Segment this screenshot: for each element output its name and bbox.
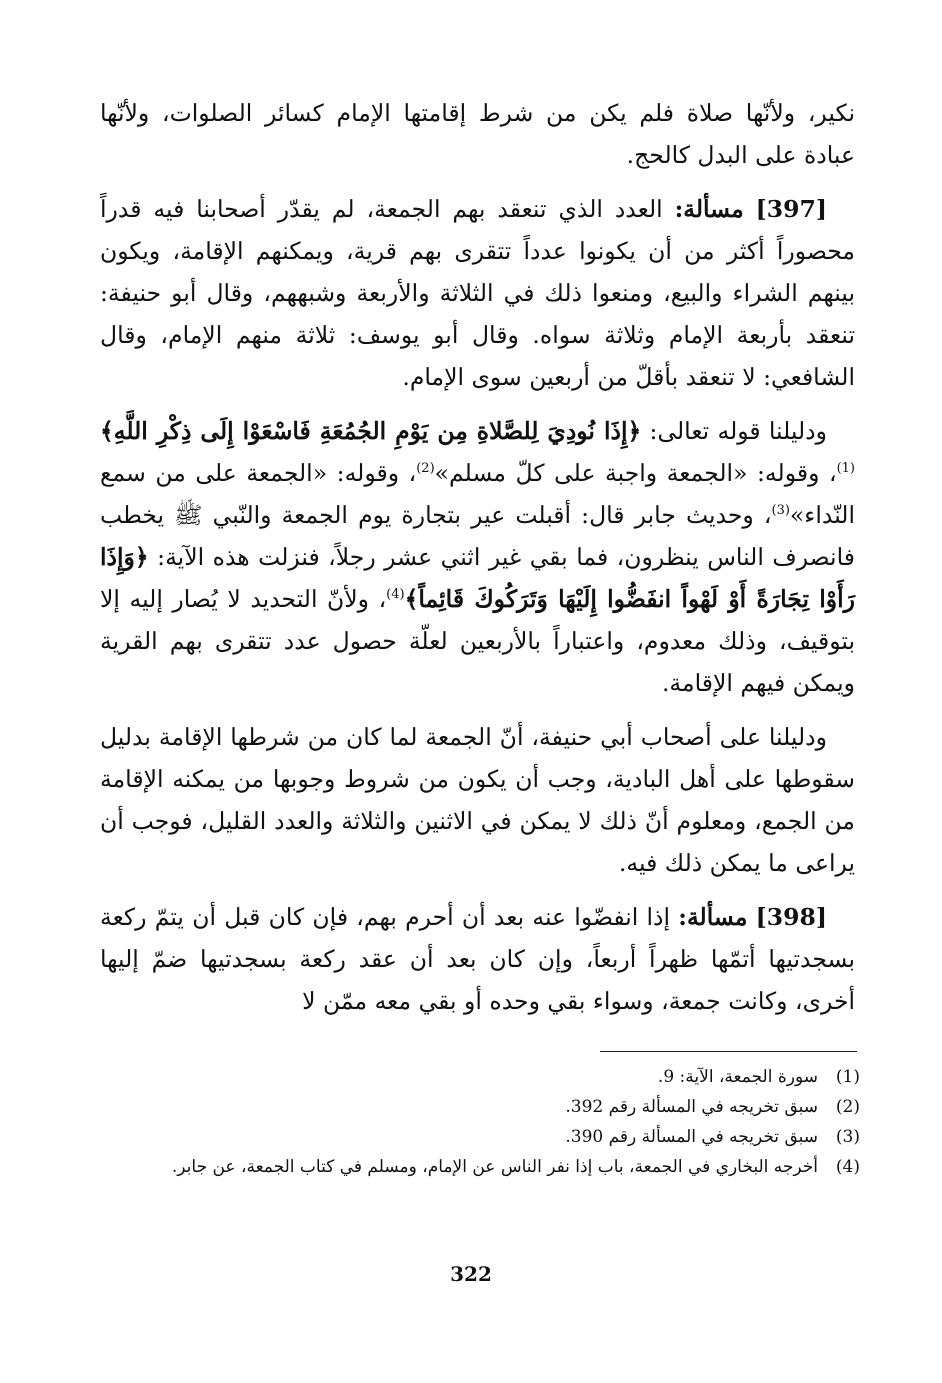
footnote-item [105, 1092, 860, 1122]
issue-number: [397] [755, 195, 827, 223]
footnote-item [105, 1152, 860, 1182]
paragraph-1: نكير، ولأنّها صلاة فلم يكن من شرط إقامتها الإمام كسائر الصلوات، ولأنّها عبادة على البدل كالحج. [100, 99, 855, 169]
main-text [100, 92, 855, 1022]
footnote-text: سورة الجمعة، الآية: 9. [657, 1067, 818, 1087]
footnote-text: أخرجه البخاري في الجمعة، باب إذا نفر الناس عن الإمام، ومسلم في كتاب الجمعة، عن جابر. [171, 1157, 818, 1177]
evidence-part-4: ، وحديث جابر قال: أقبلت عير بتجارة يوم الجمعة والنّبي ﷺ يخطب فانصرف الناس ينظرون، فما بقي غير اثني عشر رجلاً، فنزلت هذه الآية: [100, 501, 855, 571]
footnote-item [105, 1122, 860, 1152]
issue-text: العدد الذي تنعقد بهم الجمعة، لم يقدّر أصحابنا فيه قدراً محصوراً أكثر من أن يكونوا عدداً تتقرى بهم قرية، ويمكنهم الإقامة، ويكون بينهم الشراء والبيع، ومنعوا ذلك في الثلاثة والأربعة وشبههم، وقال أبو حنيفة: تنعقد بأربعة الإمام وثلاثة سواه. وقال أبو يوسف: ثلاثة منهم الإمام، وقال الشافعي: لا تنعقد بأقلّ من أربعين سوى الإمام. [100, 195, 855, 391]
footnote-ref-1[interactable]: (1) [836, 461, 855, 477]
issue-keyword: مسألة: [678, 903, 748, 931]
footnote-divider [600, 1051, 857, 1052]
paragraph-398 [100, 896, 855, 1022]
evidence-part-3: ، وقوله: «الجمعة على من سمع النّداء» [100, 459, 855, 529]
footnote-ref-2[interactable]: (2) [416, 461, 435, 477]
page-number: 322 [450, 1262, 492, 1286]
footnote-item [105, 1062, 860, 1092]
footnote-text: سبق تخريجه في المسألة رقم 390. [565, 1127, 818, 1147]
evidence-part-5: ، ولأنّ التحديد لا يُصار إليه إلا بتوقيف، وذلك معدوم، واعتباراً بالأربعين لعلّة حصول عدد تتقرى بهم القرية ويمكن فيهم الإقامة. [100, 585, 855, 697]
issue-number: [398] [755, 903, 827, 931]
footnote-number: (3) [835, 1127, 860, 1147]
paragraph-hanafi-response: ودليلنا على أصحاب أبي حنيفة، أنّ الجمعة لما كان من شرطها الإقامة بدليل سقوطها على أهل البادية، وجب أن يكون من شروط وجوبها من يمكنه الإقامة من الجمع، ومعلوم أنّ ذلك لا يمكن في الاثنين والثلاثة والعدد القليل، فوجب أن يراعى ما يمكن ذلك فيه. [100, 723, 855, 877]
issue-keyword: مسألة: [674, 195, 744, 223]
evidence-intro: ودليلنا قوله تعالى: [641, 417, 827, 445]
issue-text: إذا انفضّوا عنه بعد أن أحرم بهم، فإن كان قبل أن يتمّ ركعة بسجدتيها أتمّها ظهراً أربعاً، وإن كان بعد أن عقد ركعة بسجدتيها ضمّ إليها أخرى، وكانت جمعة، وسواء بقي وحده أو بقي معه ممّن لا [100, 903, 855, 1015]
footnote-number: (1) [835, 1067, 860, 1087]
quran-verse-2: ﴿وَإِذَا رَأَوْا تِجَارَةً أَوْ لَهْواً انفَضُّوا إِلَيْهَا وَتَرَكُوكَ قَائِماً﴾ [100, 543, 856, 613]
footnote-number: (2) [835, 1097, 860, 1117]
footnote-text: سبق تخريجه في المسألة رقم 392. [565, 1097, 818, 1117]
footnote-ref-4[interactable]: (4) [386, 587, 405, 603]
paragraph-397 [100, 188, 855, 398]
footnote-ref-3[interactable]: (3) [771, 503, 790, 519]
paragraph-evidence [100, 410, 855, 704]
footnotes [105, 1062, 860, 1182]
footnote-number: (4) [835, 1157, 860, 1177]
quran-verse-1: ﴿إِذَا نُودِيَ لِلصَّلاةِ مِن يَوْمِ الجُمُعَةِ فَاسْعَوْا إِلَى ذِكْرِ اللَّهِ﴾ [100, 417, 642, 445]
evidence-part-2: ، وقوله: «الجمعة واجبة على كلّ مسلم» [434, 459, 837, 487]
